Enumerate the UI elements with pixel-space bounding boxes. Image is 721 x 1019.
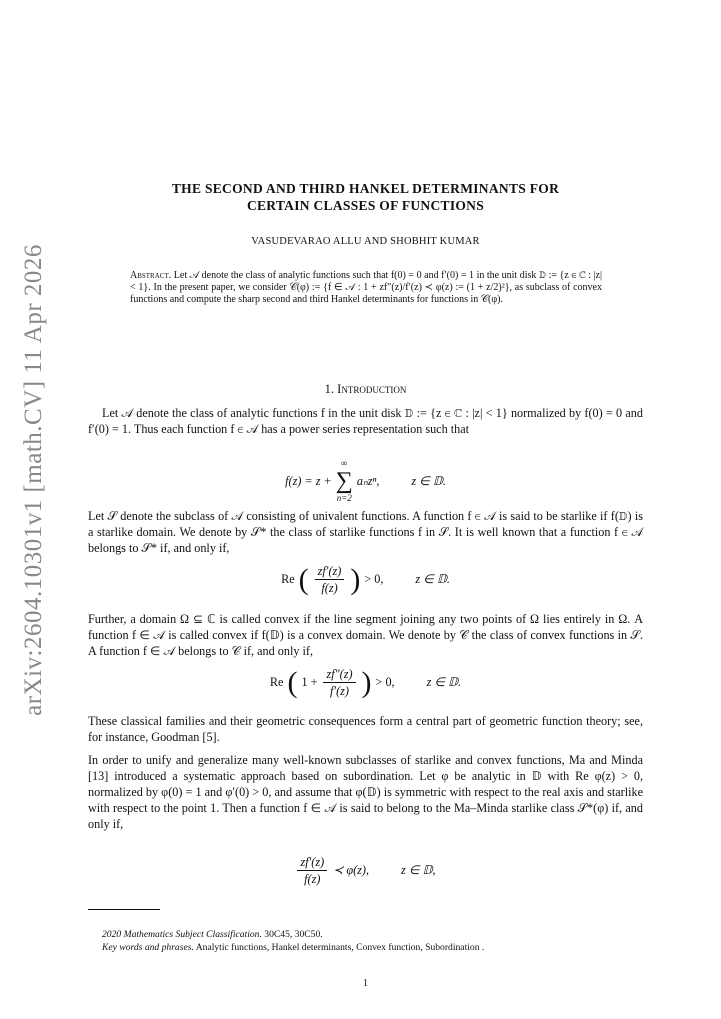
footnote-keywords-value: Analytic functions, Hankel determinants, Convex function, Subordination . bbox=[195, 942, 485, 953]
footnote-msc bbox=[102, 929, 643, 941]
equation-convex-condition bbox=[88, 667, 643, 698]
eq2-open-paren: ( bbox=[298, 562, 309, 596]
paragraph-3: Further, a domain Ω ⊆ ℂ is called convex if the line segment joining any two points of Ω lies entirely in Ω. A function f ∈ 𝒜 is called convex if f(𝔻) is a convex domain. We denote by 𝒞 the class of convex functions in 𝒮. A function f ∈ 𝒜 belongs to 𝒞 if, and only if, bbox=[88, 612, 643, 658]
footnote-keywords bbox=[102, 942, 643, 954]
eq2-rhs: > 0, bbox=[364, 572, 384, 586]
arxiv-identifier-stamp bbox=[14, 244, 54, 716]
title-line-1: THE SECOND AND THIRD HANKEL DETERMINANTS FOR bbox=[171, 181, 560, 196]
footnote-msc-label: 2020 Mathematics Subject Classification. bbox=[102, 929, 262, 940]
eq4-fraction bbox=[297, 855, 327, 886]
footnote-msc-value: 30C45, 30C50. bbox=[264, 929, 323, 940]
eq2-close-paren: ) bbox=[350, 562, 361, 596]
abstract-label: Abstract. bbox=[130, 270, 172, 281]
eq3-re: Re bbox=[269, 675, 284, 689]
eq3-close-paren: ) bbox=[361, 665, 372, 699]
paragraph-2: Let 𝒮 denote the subclass of 𝒜 consisting of univalent functions. A function f ∈ 𝒜 is said to be starlike if f(𝔻) is a starlike domain. We denote by 𝒮* the class of starlike functions f in 𝒮. It is well known that a function f ∈ 𝒜 belongs to 𝒮* if, and only if, bbox=[88, 509, 643, 555]
equation-ma-minda-subordination bbox=[88, 855, 643, 886]
eq2-fraction bbox=[315, 564, 345, 595]
paragraph-4: These classical families and their geometric consequences form a central part of geometric function theory; see, for instance, Goodman [5]. bbox=[88, 714, 643, 744]
eq2-numerator: zf′(z) bbox=[315, 564, 345, 580]
sum-lower-limit: n=2 bbox=[336, 493, 352, 503]
footnote-divider bbox=[88, 909, 160, 910]
author-list: VASUDEVARAO ALLU AND SHOBHIT KUMAR bbox=[251, 236, 480, 247]
eq3-open-paren: ( bbox=[287, 665, 298, 699]
paragraph-5: In order to unify and generalize many well-known subclasses of starlike and convex functions, Ma and Minda [13] introduced a systematic approach based on subordination. Let φ be analytic in 𝔻 with Re φ(z) > 0, normalized by φ(0) = 1 and φ′(0) > 0, and assume that φ(𝔻) is symmetric with respect to the real axis and starlike with respect to the point 1. Then a function f ∈ 𝒜 is said to belong to the Ma–Minda starlike class 𝒮*(φ) if, and only if, bbox=[88, 753, 643, 831]
eq1-lhs: f(z) = z + bbox=[285, 473, 332, 488]
eq1-condition: z ∈ 𝔻. bbox=[411, 473, 446, 488]
abstract bbox=[130, 270, 602, 306]
page-number: 1 bbox=[363, 978, 368, 989]
sum-upper-limit: ∞ bbox=[341, 458, 348, 468]
sum-sigma: ∑ bbox=[335, 468, 353, 494]
abstract-text: Let 𝒜 denote the class of analytic functions such that f(0) = 0 and f′(0) = 1 in the unit disk 𝔻 := {z ∈ ℂ : |z| < 1}. In the present paper, we consider 𝒞(φ) := {f ∈ 𝒜 : 1 + zf″(z)/f′(z) ≺ φ(z) := (1 + z/2)²}, as subclass of convex functions and compute the sharp second and third Hankel determinants for functions in 𝒞(φ). bbox=[130, 270, 602, 305]
eq3-one-plus: 1 + bbox=[301, 675, 318, 689]
eq4-numerator: zf′(z) bbox=[297, 855, 327, 871]
equation-power-series bbox=[88, 458, 643, 504]
summation-symbol bbox=[336, 458, 353, 504]
eq1-rhs: aₙzⁿ, bbox=[356, 473, 380, 488]
eq3-numerator: zf″(z) bbox=[323, 667, 355, 683]
eq2-re: Re bbox=[281, 572, 295, 586]
eq4-condition: z ∈ 𝔻, bbox=[401, 863, 436, 877]
footnote-keywords-label: Key words and phrases. bbox=[102, 942, 194, 953]
eq2-condition: z ∈ 𝔻. bbox=[415, 572, 450, 586]
section-heading-introduction: 1. Introduction bbox=[324, 382, 407, 396]
eq3-condition: z ∈ 𝔻. bbox=[426, 675, 462, 689]
equation-starlike-condition bbox=[88, 564, 643, 595]
eq3-rhs: > 0, bbox=[375, 675, 395, 689]
title-line-2: CERTAIN CLASSES OF FUNCTIONS bbox=[246, 198, 485, 213]
paper-title bbox=[88, 180, 643, 214]
paragraph-1: Let 𝒜 denote the class of analytic functions f in the unit disk 𝔻 := {z ∈ ℂ : |z| < 1} normalized by f(0) = 0 and f′(0) = 1. Thus each function f ∈ 𝒜 has a power series representation such that bbox=[88, 406, 643, 436]
eq4-rhs: ≺ φ(z), bbox=[333, 863, 370, 877]
eq4-denominator: f(z) bbox=[304, 872, 321, 886]
eq3-denominator: f′(z) bbox=[330, 684, 349, 698]
eq2-denominator: f(z) bbox=[321, 581, 338, 595]
eq3-fraction bbox=[323, 667, 355, 698]
arxiv-identifier-text: arXiv:2604.10301v1 [math.CV] 11 Apr 2026 bbox=[20, 244, 47, 716]
